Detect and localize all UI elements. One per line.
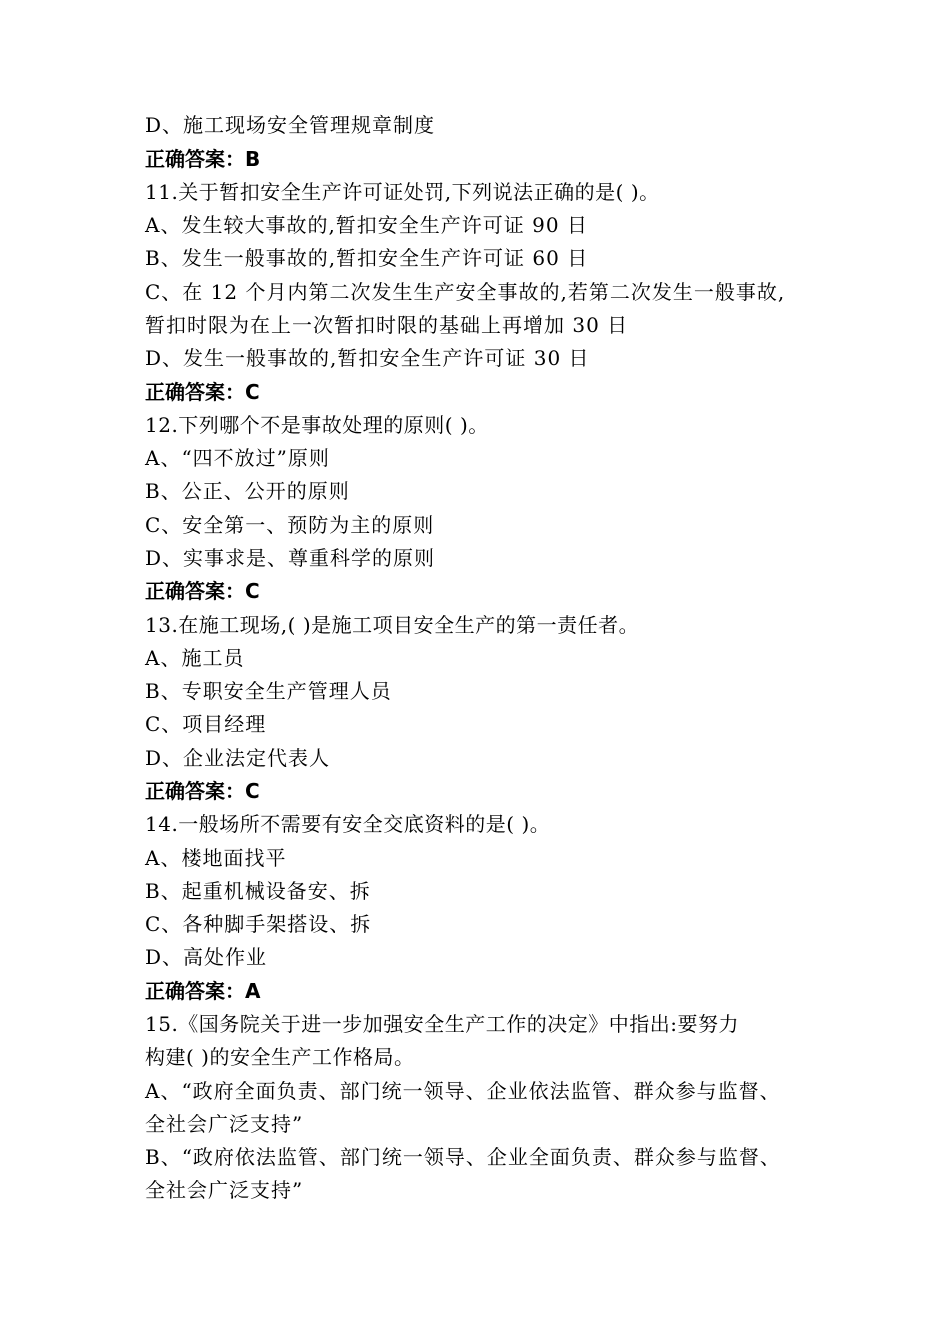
question-line: 13.在施工现场,( )是施工项目安全生产的第一责任者。	[145, 613, 640, 637]
question-line: 11.关于暂扣安全生产许可证处罚,下列说法正确的是( )。	[145, 180, 660, 204]
answer-line: 正确答案：C	[145, 779, 260, 803]
option-line: A、发生较大事故的,暂扣安全生产许可证 90 日	[145, 213, 588, 237]
answer-line: 正确答案：B	[145, 147, 261, 171]
option-line: A、楼地面找平	[145, 846, 287, 870]
option-line: B、“政府依法监管、部门统一领导、企业全面负责、群众参与监督、	[145, 1145, 781, 1169]
option-line: B、发生一般事故的,暂扣安全生产许可证 60 日	[145, 246, 589, 270]
option-line: 暂扣时限为在上一次暂扣时限的基础上再增加 30 日	[145, 313, 629, 337]
option-line: D、发生一般事故的,暂扣安全生产许可证 30 日	[145, 346, 590, 370]
option-line: A、施工员	[145, 646, 245, 670]
option-line: C、项目经理	[145, 712, 267, 736]
option-line: D、高处作业	[145, 945, 268, 969]
option-line: B、专职安全生产管理人员	[145, 679, 392, 703]
option-line: 全社会广泛支持”	[145, 1178, 304, 1202]
answer-line: 正确答案：C	[145, 579, 260, 603]
option-line: B、公正、公开的原则	[145, 479, 350, 503]
question-line: 15.《国务院关于进一步加强安全生产工作的决定》中指出:要努力	[145, 1012, 740, 1036]
option-line: 全社会广泛支持”	[145, 1112, 304, 1136]
question-line: 构建( )的安全生产工作格局。	[145, 1045, 415, 1069]
option-line: B、起重机械设备安、拆	[145, 879, 371, 903]
option-line: A、“四不放过”原则	[145, 446, 330, 470]
question-line: 12.下列哪个不是事故处理的原则( )。	[145, 413, 489, 437]
option-line: D、企业法定代表人	[145, 746, 331, 770]
option-line: C、各种脚手架搭设、拆	[145, 912, 372, 936]
answer-line: 正确答案：C	[145, 380, 260, 404]
option-line: C、安全第一、预防为主的原则	[145, 513, 435, 537]
option-line: D、实事求是、尊重科学的原则	[145, 546, 436, 570]
answer-line: 正确答案：A	[145, 979, 261, 1003]
option-line: A、“政府全面负责、部门统一领导、企业依法监管、群众参与监督、	[145, 1079, 781, 1103]
option-line: D、施工现场安全管理规章制度	[145, 113, 436, 137]
option-line: C、在 12 个月内第二次发生生产安全事故的,若第二次发生一般事故,	[145, 280, 786, 304]
question-line: 14.一般场所不需要有安全交底资料的是( )。	[145, 812, 551, 836]
